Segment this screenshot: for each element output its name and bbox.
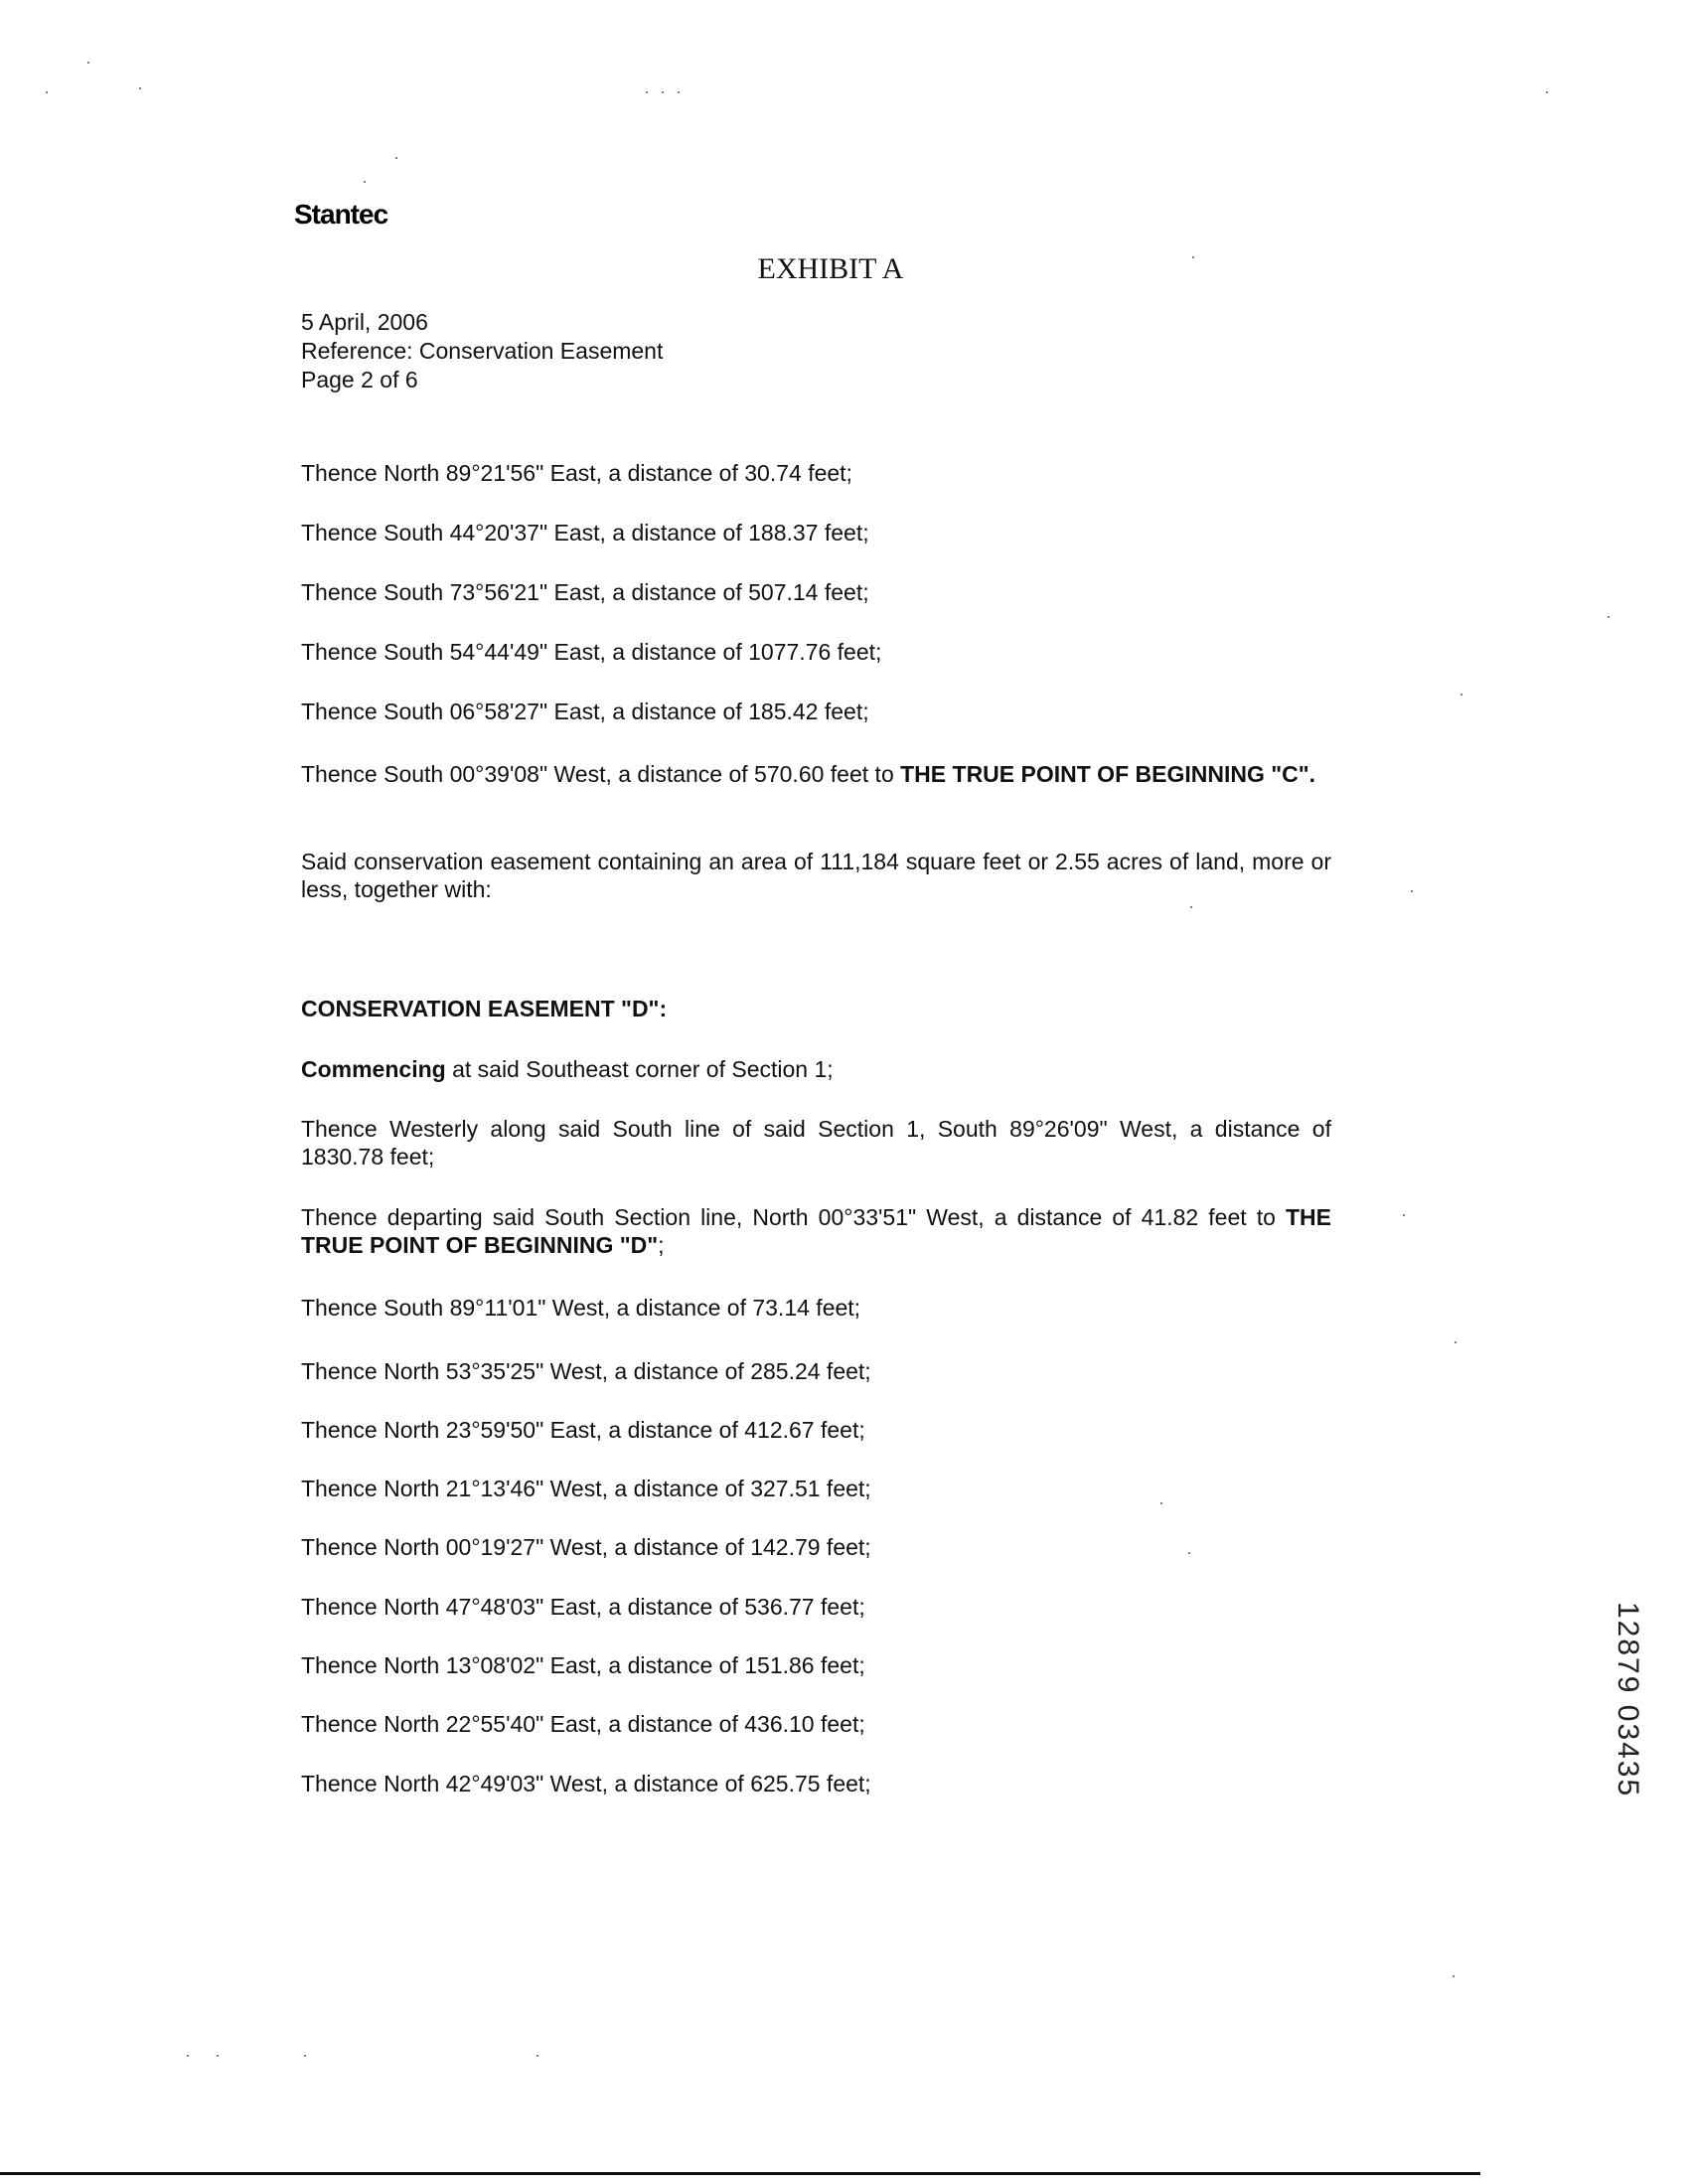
scan-speck <box>304 2055 306 2057</box>
call-line: Thence North 42°49'03" West, a distance of 625.75 feet; <box>301 1771 871 1796</box>
departing-call <box>301 1203 1331 1259</box>
scan-speck <box>1546 91 1548 93</box>
scan-speck <box>364 181 366 183</box>
true-point-of-beginning-c: THE TRUE POINT OF BEGINNING "C". <box>900 761 1316 787</box>
call-line: Thence South 89°11'01" West, a distance of 73.14 feet; <box>301 1295 861 1321</box>
document-meta <box>301 308 663 394</box>
call-line: Thence North 22°55'40" East, a distance of 436.10 feet; <box>301 1711 865 1737</box>
call-line: Thence North 13°08'02" East, a distance of 151.86 feet; <box>301 1652 865 1678</box>
call-end: ; <box>658 1232 665 1258</box>
page-bottom-rule <box>0 2172 1480 2175</box>
call-line: Thence North 21°13'46" West, a distance of 327.51 feet; <box>301 1476 871 1501</box>
scan-speck <box>395 157 397 159</box>
scan-speck <box>1411 890 1413 892</box>
scan-speck <box>217 2055 219 2057</box>
company-logo: Stantec <box>294 199 388 230</box>
scan-speck <box>537 2055 538 2057</box>
scan-speck <box>1190 906 1192 908</box>
recording-stamp <box>1608 1602 1647 1870</box>
scan-speck <box>1453 1975 1455 1977</box>
call-line: Thence North 89°21'56" East, a distance of 30.74 feet; <box>301 460 852 486</box>
scan-speck <box>678 91 680 93</box>
document-reference: Reference: Conservation Easement <box>301 338 664 364</box>
scan-speck <box>1608 616 1610 618</box>
scan-speck <box>46 91 48 93</box>
section-heading-d: CONSERVATION EASEMENT "D": <box>301 996 668 1021</box>
call-line: Thence North 53°35'25" West, a distance of 285.24 feet; <box>301 1358 871 1384</box>
westerly-call: Thence Westerly along said South line of said Section 1, South 89°26'09" West, a distance of 1830.78 feet; <box>301 1116 1331 1170</box>
call-line: Thence South 44°20'37" East, a distance of 188.37 feet; <box>301 520 869 546</box>
document-date: 5 April, 2006 <box>301 309 428 335</box>
call-line: Thence South 73°56'21" East, a distance of 507.14 feet; <box>301 579 869 605</box>
call-to-true-point-c <box>301 760 1331 788</box>
scan-speck <box>139 87 141 89</box>
call-line: Thence North 00°19'27" West, a distance of 142.79 feet; <box>301 1534 871 1560</box>
area-statement: Said conservation easement containing an area of 111,184 square feet or 2.55 acres of land, more or less, together with: <box>301 849 1331 902</box>
scan-speck <box>662 91 664 93</box>
commencing-line <box>301 1055 1331 1083</box>
scan-speck <box>1403 1214 1405 1216</box>
scan-speck <box>1160 1502 1162 1504</box>
call-line: Thence South 54°44'49" East, a distance of 1077.76 feet; <box>301 639 882 665</box>
scan-speck <box>187 2055 189 2057</box>
scan-speck <box>1460 694 1462 696</box>
scan-speck <box>646 91 648 93</box>
call-text: Thence South 00°39'08" West, a distance of 570.60 feet to <box>301 761 901 787</box>
call-line: Thence North 47°48'03" East, a distance of 536.77 feet; <box>301 1594 865 1620</box>
recording-number: 12879 03435 <box>1612 1602 1644 1798</box>
commencing-label: Commencing <box>301 1056 446 1082</box>
call-line: Thence North 23°59'50" East, a distance of 412.67 feet; <box>301 1417 865 1443</box>
commencing-text: at said Southeast corner of Section 1; <box>445 1056 834 1082</box>
call-line: Thence South 06°58'27" East, a distance of 185.42 feet; <box>301 699 869 724</box>
scan-speck <box>87 62 89 64</box>
scan-speck <box>1455 1341 1457 1343</box>
page-number: Page 2 of 6 <box>301 367 418 392</box>
exhibit-title: EXHIBIT A <box>757 252 904 285</box>
true-point-of-beginning-d: THE TRUE POINT OF BEGINNING "D" <box>301 1204 1331 1258</box>
call-text: Thence departing said South Section line, North 00°33'51" West, a distance of 41.82 feet to <box>301 1204 1286 1230</box>
